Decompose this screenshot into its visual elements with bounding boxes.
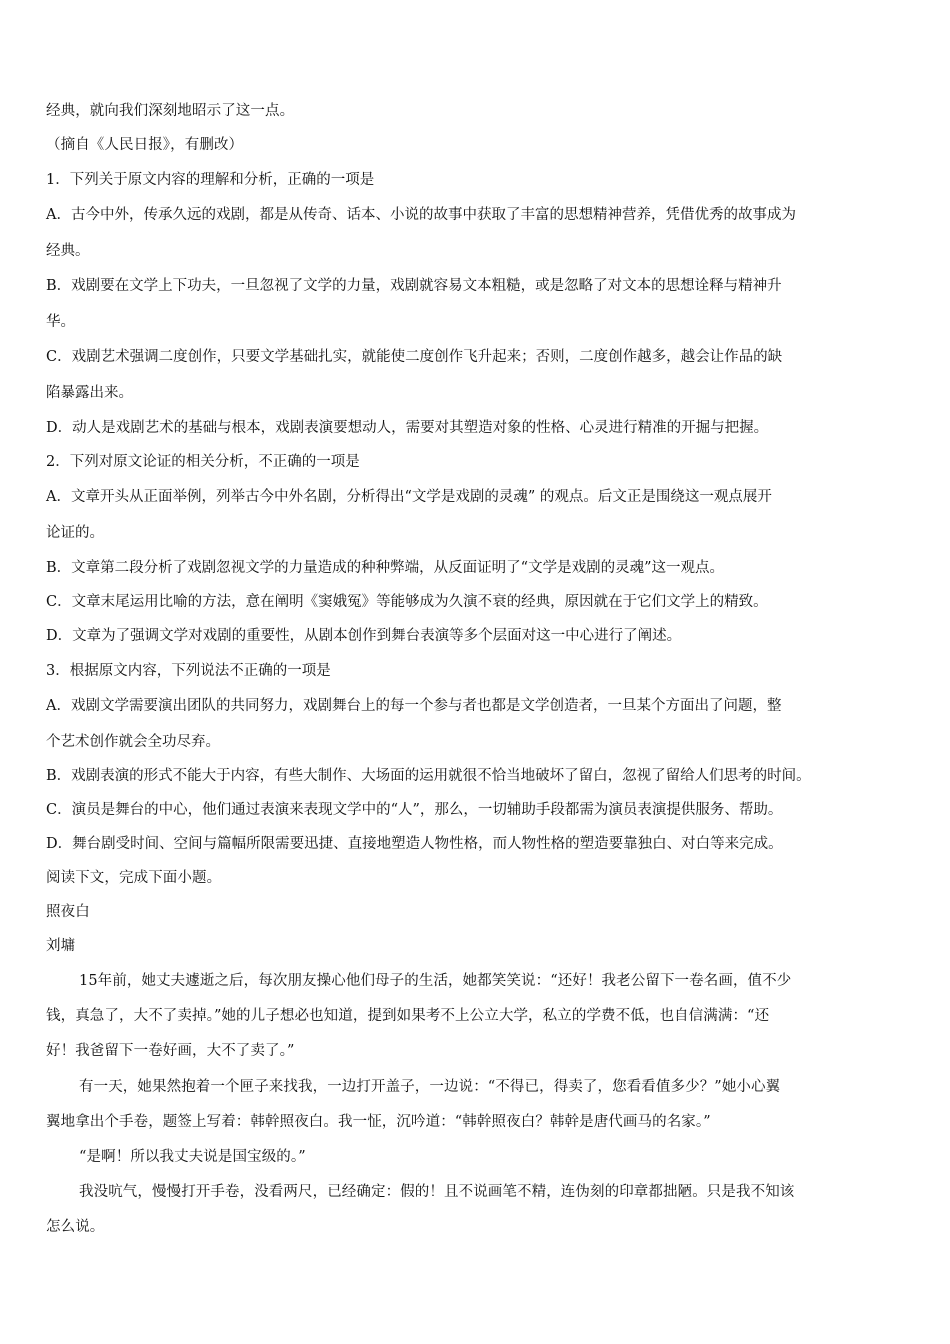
question-3-option-d: D．舞台剧受时间、空间与篇幅所限需要迅捷、直接地塑造人物性格，而人物性格的塑造要靠独白、对白等来完成。 xyxy=(46,836,783,852)
question-2-stem: 2．下列对原文论证的相关分析，不正确的一项是 xyxy=(46,454,360,470)
story-paragraph-2-line-2: 翼地拿出个手卷，题签上写着：韩幹照夜白。我一怔，沉吟道：“韩幹照夜白？韩幹是唐代画马的名家。” xyxy=(46,1114,711,1130)
question-1-option-a-cont: 经典。 xyxy=(46,243,90,259)
question-2-option-d: D．文章为了强调文学对戏剧的重要性，从剧本创作到舞台表演等多个层面对这一中心进行了阐述。 xyxy=(46,628,682,644)
story-paragraph-4-line-1: 我没吭气，慢慢打开手卷，没看两尺，已经确定：假的！且不说画笔不精，连伪刻的印章都拙陋。只是我不知该 xyxy=(79,1184,795,1200)
question-1-option-c-cont: 陷暴露出来。 xyxy=(46,385,133,401)
question-3-option-c: C．演员是舞台的中心，他们通过表演来表现文学中的“人”，那么，一切辅助手段都需为演员表演提供服务、帮助。 xyxy=(46,802,783,818)
question-2-option-b: B．文章第二段分析了戏剧忽视文学的力量造成的种种弊端，从反面证明了“文学是戏剧的灵魂”这一观点。 xyxy=(46,560,724,576)
story-paragraph-1-line-2: 钱，真急了，大不了卖掉。”她的儿子想必也知道，提到如果考不上公立大学，私立的学费不低，也自信满满：“还 xyxy=(46,1008,770,1024)
story-paragraph-1-line-3: 好！我爸留下一卷好画，大不了卖了。” xyxy=(46,1043,295,1059)
story-paragraph-2-line-1: 有一天，她果然抱着一个匣子来找我，一边打开盖子，一边说：“不得已，得卖了，您看看值多少？”她小心翼 xyxy=(79,1079,781,1095)
passage-closing-line: 经典，就向我们深刻地昭示了这一点。 xyxy=(46,103,295,119)
story-title: 照夜白 xyxy=(46,904,90,920)
question-2-option-a-cont: 论证的。 xyxy=(46,525,104,541)
story-paragraph-1-line-1: 15年前，她丈夫遽逝之后，每次朋友操心他们母子的生活，她都笑笑说：“还好！我老公留下一卷名画，值不少 xyxy=(79,973,792,989)
reading-instruction: 阅读下文，完成下面小题。 xyxy=(46,870,222,886)
question-1-stem: 1．下列关于原文内容的理解和分析，正确的一项是 xyxy=(46,172,375,188)
question-1-option-b: B．戏剧要在文学上下功夫，一旦忽视了文学的力量，戏剧就容易文本粗糙，或是忽略了对文本的思想诠释与精神升 xyxy=(46,278,782,294)
question-3-option-b: B．戏剧表演的形式不能大于内容，有些大制作、大场面的运用就很不恰当地破坏了留白，忽视了留给人们思考的时间。 xyxy=(46,768,811,784)
question-1-option-c: C．戏剧艺术强调二度创作，只要文学基础扎实，就能使二度创作飞升起来；否则，二度创作越多，越会让作品的缺 xyxy=(46,349,783,365)
question-3-option-a: A．戏剧文学需要演出团队的共同努力，戏剧舞台上的每一个参与者也都是文学创造者，一旦某个方面出了问题，整 xyxy=(46,698,782,714)
question-3-stem: 3．根据原文内容，下列说法不正确的一项是 xyxy=(46,663,331,679)
source-note: （摘自《人民日报》，有删改） xyxy=(46,137,244,153)
story-paragraph-3-line-1: “是啊！所以我丈夫说是国宝级的。” xyxy=(79,1149,306,1165)
question-1-option-d: D．动人是戏剧艺术的基础与根本，戏剧表演要想动人，需要对其塑造对象的性格、心灵进行精准的开掘与把握。 xyxy=(46,420,769,436)
story-paragraph-4-line-2: 怎么说。 xyxy=(46,1219,105,1235)
story-author: 刘墉 xyxy=(46,938,76,954)
question-3-option-a-cont: 个艺术创作就会全功尽弃。 xyxy=(46,734,220,750)
question-2-option-a: A．文章开头从正面举例，列举古今中外名剧，分析得出“文学是戏剧的灵魂” 的观点。后文正是围绕这一观点展开 xyxy=(46,489,772,505)
question-1-option-b-cont: 华。 xyxy=(46,314,75,330)
question-1-option-a: A．古今中外，传承久远的戏剧，都是从传奇、话本、小说的故事中获取了丰富的思想精神营养，凭借优秀的故事成为 xyxy=(46,207,796,223)
question-2-option-c: C．文章末尾运用比喻的方法，意在阐明《窦娥冤》等能够成为久演不衰的经典，原因就在于它们文学上的精致。 xyxy=(46,594,768,610)
